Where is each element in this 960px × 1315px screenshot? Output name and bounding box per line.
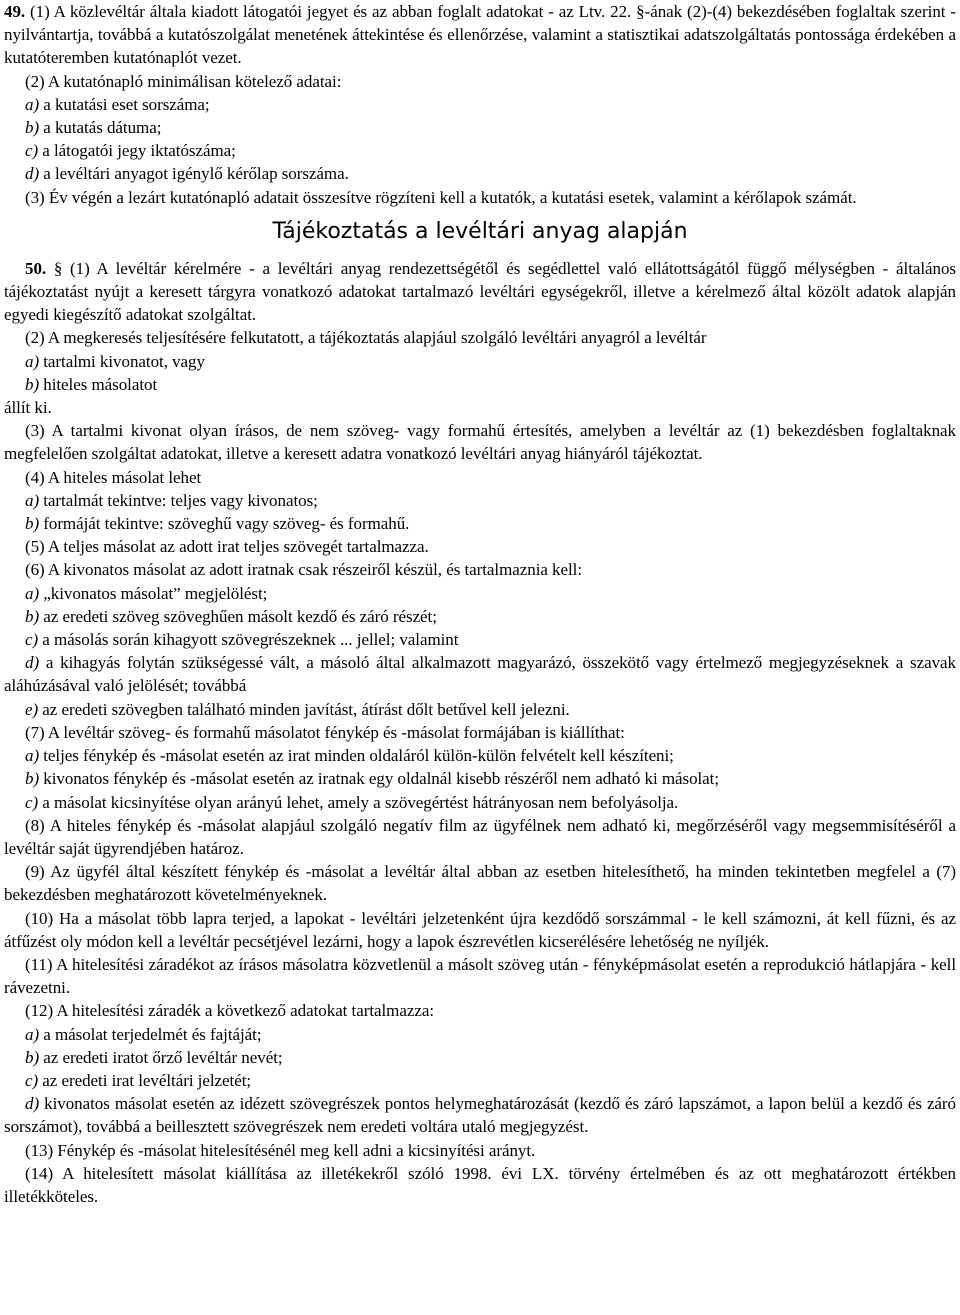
list-item-text: teljes fénykép és -másolat esetén az irat minden oldaláról külön-külön felvételt kell készíteni;	[39, 746, 674, 766]
list-item-text: az eredeti iratot őrző levéltár nevét;	[39, 1047, 283, 1067]
list-item-text: formáját tekintve: szöveghű vagy szöveg- és formahű.	[39, 514, 410, 534]
list-item	[4, 582, 956, 605]
list-item	[4, 93, 956, 116]
list-item	[4, 373, 956, 396]
list-item	[4, 489, 956, 512]
list-item-text: a kihagyás folytán szükségessé vált, a másoló által alkalmazott magyarázó, összekötő vagy értelmező megjegyzéseknek a szavak aláhúzásával való jelölését; továbbá	[4, 653, 956, 696]
sec50-paragraph-2-tail: állít ki.	[4, 398, 52, 418]
list-item	[4, 1023, 956, 1046]
sec49-paragraph-1	[4, 0, 956, 70]
list-item-text: (1) A közlevéltár általa kiadott látogatói jegyet és az abban foglalt adatokat - az Ltv. 22. §-ának (2)-(4) bekezdésében foglaltak szerint - nyilvántartja, továbbá a kutatószolgálat menetének áttekintése és ellenőrzése, valamint a statisztikai adatszolgáltatás pontossága érdekében a kutatóteremben kutatónaplót vezet.	[4, 2, 956, 68]
list-item-label: a)	[25, 94, 40, 114]
list-item-label: c)	[25, 630, 39, 650]
sec50-paragraph-1	[4, 257, 956, 327]
sec50-paragraph-3: (3) A tartalmi kivonat olyan írásos, de nem szöveg- vagy formahű értesítés, amelyben a levéltár az (1) bekezdésben foglaltaknak megfelelően szolgáltat adatokat, illetve a keresett adatra vonatkozó levéltári anyag hiányáról tájékoztat.	[4, 421, 956, 464]
sec49-paragraph-2: (2) A kutatónapló minimálisan kötelező adatai:	[25, 71, 342, 91]
list-item-label: a)	[25, 490, 40, 510]
section-number-49: 49.	[4, 2, 26, 21]
list-item-text: hiteles másolatot	[39, 374, 158, 394]
list-item-label: d)	[25, 653, 40, 673]
list-item-text: az eredeti szöveg szöveghűen másolt kezdő és záró részét;	[39, 606, 437, 626]
list-item	[4, 605, 956, 628]
list-item-text: a levéltári anyagot igénylő kérőlap sorszáma.	[39, 164, 349, 184]
list-item-label: b)	[25, 606, 40, 626]
list-item	[4, 628, 956, 651]
list-item-label: b)	[25, 118, 40, 138]
sec50-paragraph-7: (7) A levéltár szöveg- és formahű másolatot fénykép és -másolat formájában is kiállíthat:	[25, 722, 625, 742]
list-item-text: a kutatási eset sorszáma;	[39, 94, 210, 114]
sec50-paragraph-8: (8) A hiteles fénykép és -másolat alapjául szolgáló negatív film az ügyfélnek nem adható ki, megőrzéséről vagy megsemmisítéséről a levéltár saját ügyrendjében határoz.	[4, 815, 956, 858]
list-item-label: a)	[25, 351, 40, 371]
list-item-text: kivonatos fénykép és -másolat esetén az iratnak egy oldalnál kisebb részéről nem adható ki másolat;	[39, 769, 720, 789]
sec50-paragraph-6: (6) A kivonatos másolat az adott iratnak csak részeiről készül, és tartalmaznia kell:	[25, 560, 583, 580]
list-item-label: b)	[25, 374, 40, 394]
list-item-label: b)	[25, 769, 40, 789]
sec49-paragraph-3: (3) Év végén a lezárt kutatónapló adatait összesítve rögzíteni kell a kutatók, a kutatási esetek, valamint a kérőlapok számát.	[25, 187, 857, 207]
list-item	[4, 512, 956, 535]
list-item	[4, 139, 956, 162]
list-item-text: a másolás során kihagyott szövegrészeknek ... jellel; valamint	[38, 630, 459, 650]
list-item-text: a kutatás dátuma;	[39, 118, 162, 138]
sec50-paragraph-13: (13) Fénykép és -másolat hitelesítésénél meg kell adni a kicsinyítési arányt.	[25, 1140, 536, 1160]
list-item	[4, 162, 956, 185]
sec50-paragraph-9: (9) Az ügyfél által készített fénykép és -másolat a levéltár által abban az esetben hitelesíthető, ha minden tekintetben megfelel a (7) bekezdésben meghatározott követelményeknek.	[4, 862, 956, 905]
list-item-label: d)	[25, 1094, 40, 1114]
sec50-paragraph-4: (4) A hiteles másolat lehet	[25, 467, 202, 487]
list-item-text: a másolat terjedelmét és fajtáját;	[39, 1024, 262, 1044]
list-item	[4, 791, 956, 814]
list-item-label: a)	[25, 746, 40, 766]
list-item	[4, 350, 956, 373]
list-item	[4, 1069, 956, 1092]
list-item-text: § (1) A levéltár kérelmére - a levéltári anyag rendezettségétől és segédlettel való ellátottságától függő mélységben - általános tájékoztatást nyújt a keresett tárgyra vonatkozó adatokat tartalmazó levéltári egységekről, illetve a kérelmező által közölt adatok alapján egyedi kiegészítő adatokat szolgáltat.	[4, 258, 956, 325]
list-item	[4, 744, 956, 767]
list-item-text: tartalmát tekintve: teljes vagy kivonatos;	[39, 490, 318, 510]
sec50-paragraph-14: (14) A hitelesített másolat kiállítása az illetékekről szóló 1998. évi LX. törvény értelmében és az ott meghatározott értékben illetékköteles.	[4, 1163, 956, 1206]
list-item-text: tartalmi kivonatot, vagy	[39, 351, 205, 371]
list-item	[4, 1092, 956, 1138]
list-item-text: „kivonatos másolat” megjelölést;	[39, 583, 268, 603]
list-item-label: b)	[25, 1047, 40, 1067]
list-item-label: c)	[25, 1070, 39, 1090]
list-item-label: b)	[25, 514, 40, 534]
sec50-paragraph-11: (11) A hitelesítési záradékot az írásos másolatra közvetlenül a másolt szöveg után - fényképmásolat esetén a reprodukció hátlapjára - kell rávezetni.	[4, 954, 956, 998]
list-item	[4, 1046, 956, 1069]
sec50-paragraph-5: (5) A teljes másolat az adott irat teljes szövegét tartalmazza.	[25, 537, 429, 557]
list-item	[4, 698, 956, 721]
list-item-label: a)	[25, 1024, 40, 1044]
section-number-50: 50.	[25, 258, 47, 278]
list-item	[4, 116, 956, 139]
list-item-label: a)	[25, 583, 40, 603]
list-item-text: a látogatói jegy iktatószáma;	[38, 141, 236, 161]
section-heading: Tájékoztatás a levéltári anyag alapján	[272, 218, 688, 244]
list-item-text: kivonatos másolat esetén az idézett szövegrészek pontos helymeghatározását (kezdő és záró lapszámot, a lapon belül a kezdő és záró sorszámot), továbbá a beillesztett szövegrészek nem eredeti voltára utaló megjegyzést.	[4, 1094, 956, 1137]
list-item-text: a másolat kicsinyítése olyan arányú lehet, amely a szövegértést hátrányosan nem befolyásolja.	[38, 792, 679, 812]
list-item-label: e)	[25, 699, 39, 719]
list-item	[4, 767, 956, 790]
list-item-label: d)	[25, 164, 40, 184]
sec50-paragraph-12: (12) A hitelesítési záradék a következő adatokat tartalmazza:	[25, 1001, 435, 1021]
sec50-paragraph-10: (10) Ha a másolat több lapra terjed, a lapokat - levéltári jelzetenként újra kezdődő sorszámmal - le kell számozni, át kell fűzni, és az átfűzést oly módon kell a levéltár pecsétjével lezárni, hogy a lapok észrevétlen kicserélésére lehetőség ne nyíljék.	[4, 908, 956, 951]
list-item-label: c)	[25, 792, 39, 812]
sec50-paragraph-2: (2) A megkeresés teljesítésére felkutatott, a tájékoztatás alapjául szolgáló levéltári anyagról a levéltár	[25, 328, 707, 348]
list-item-label: c)	[25, 141, 39, 161]
list-item	[4, 651, 956, 697]
list-item-text: az eredeti irat levéltári jelzetét;	[38, 1070, 252, 1090]
list-item-text: az eredeti szövegben található minden javítást, átírást dőlt betűvel kell jelezni.	[38, 699, 570, 719]
